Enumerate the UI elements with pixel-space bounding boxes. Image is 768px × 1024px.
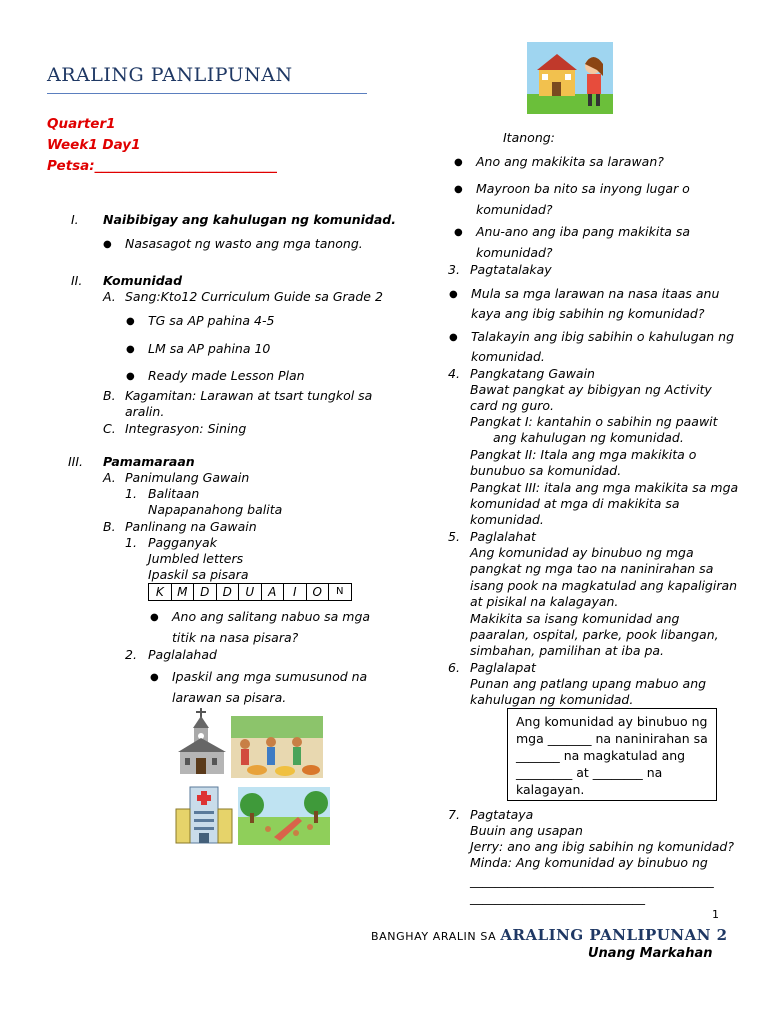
- answer-blank: ____________________________: [470, 890, 645, 905]
- discussion-bullet: ● Mula sa mga larawan na nasa itaas anu: [471, 286, 719, 302]
- discussion-line: kaya ang ibig sabihin ng komunidad?: [471, 306, 705, 321]
- step-number: 7.: [448, 807, 460, 822]
- letter-cell: A: [262, 584, 285, 600]
- question-line: titik na nasa pisara?: [172, 630, 299, 645]
- item-letter: B.: [103, 519, 116, 534]
- step-number: 5.: [448, 529, 460, 544]
- procedure-item: Ipaskil sa pisara: [148, 567, 249, 582]
- footer-subject: [371, 926, 728, 944]
- box-line: Ang komunidad ay binubuo ng: [516, 714, 708, 729]
- title-underline: [47, 93, 367, 94]
- letter-cell: U: [239, 584, 262, 600]
- ask-line: komunidad?: [476, 202, 553, 217]
- page-number: 1: [712, 908, 719, 921]
- instruction-line: larawan sa pisara.: [172, 690, 287, 705]
- step-title: Pangkatang Gawain: [470, 366, 595, 381]
- objective-bullet: ● Nasasagot ng wasto ang mga tanong.: [125, 236, 363, 252]
- item-letter: A.: [103, 470, 116, 485]
- box-line: _________ at ________ na: [516, 765, 663, 780]
- step-line: Pangkat II: Itala ang mga makikita o: [470, 447, 697, 462]
- box-line: _______ na magkatulad ang: [516, 748, 686, 763]
- document-title: ARALING PANLIPUNAN: [47, 64, 293, 86]
- step-title: Pagtataya: [470, 807, 534, 822]
- date-label: Petsa:___________________________: [47, 158, 277, 174]
- step-line: komunidad.: [470, 512, 544, 527]
- item-number: 1.: [125, 486, 137, 501]
- procedure-item: Pagganyak: [148, 535, 217, 550]
- step-line: komunidad at mga di makikita sa: [470, 496, 680, 511]
- reference-line: Sang:Kto12 Curriculum Guide sa Grade 2: [125, 289, 383, 304]
- item-number: 2.: [125, 647, 137, 662]
- section-number: II.: [71, 273, 83, 288]
- letter-cell: N: [336, 586, 344, 597]
- ask-bullet: ● Mayroon ba nito sa inyong lugar o: [476, 181, 690, 197]
- procedure-item: Paglalahad: [148, 647, 217, 662]
- ask-label: Itanong:: [503, 130, 555, 145]
- step-line: Pangkat III: itala ang mga makikita sa mga: [470, 480, 739, 495]
- step-title: Pagtatalakay: [470, 262, 552, 277]
- step-line: card ng guro.: [470, 398, 555, 413]
- procedure-item: Napapanahong balita: [148, 502, 283, 517]
- step-number: 3.: [448, 262, 460, 277]
- school-illustration: [527, 42, 613, 114]
- discussion-line: komunidad.: [471, 349, 545, 364]
- instruction-bullet: ● Ipaskil ang mga sumusunod na: [172, 669, 367, 685]
- letter-cell: I: [284, 584, 307, 600]
- reference-bullet: ● LM sa AP pahina 10: [148, 341, 270, 357]
- materials-line: Kagamitan: Larawan at tsart tungkol sa: [125, 388, 373, 403]
- procedure-item: Panimulang Gawain: [125, 470, 250, 485]
- reference-bullet: ● Ready made Lesson Plan: [148, 368, 305, 384]
- letter-cell: K: [149, 584, 172, 600]
- ask-bullet: ● Ano ang makikita sa larawan?: [476, 154, 664, 170]
- step-title: Paglalapat: [470, 660, 536, 675]
- park-image: [238, 787, 330, 845]
- item-letter: A.: [103, 289, 116, 304]
- item-letter: B.: [103, 388, 116, 403]
- box-line: kalagayan.: [516, 782, 585, 797]
- step-line: Bawat pangkat ay bibigyan ng Activity: [470, 382, 712, 397]
- objective-title: Naibibigay ang kahulugan ng komunidad.: [103, 212, 396, 227]
- week-day-label: Week1 Day1: [47, 137, 141, 153]
- procedure-title: Pamamaraan: [103, 454, 195, 469]
- letter-cell: D: [217, 584, 240, 600]
- discussion-bullet: ● Talakayin ang ibig sabihin o kahulugan ng: [471, 329, 734, 345]
- reference-bullet: ● TG sa AP pahina 4-5: [148, 313, 274, 329]
- question-bullet: ● Ano ang salitang nabuo sa mga: [172, 609, 370, 625]
- step-line: at pisikal na kalagayan.: [470, 594, 619, 609]
- item-number: 1.: [125, 535, 137, 550]
- footer-prefix: BANGHAY ARALIN SA: [371, 930, 497, 943]
- hospital-image: [174, 783, 234, 845]
- step-line: Buuin ang usapan: [470, 823, 583, 838]
- procedure-item: Balitaan: [148, 486, 200, 501]
- item-letter: C.: [103, 421, 116, 436]
- step-line: Ang komunidad ay binubuo ng mga: [470, 545, 694, 560]
- step-line: Minda: Ang komunidad ay binubuo ng: [470, 855, 708, 870]
- market-image: [231, 716, 323, 778]
- step-line: kahulugan ng komunidad.: [470, 692, 634, 707]
- step-line: isang pook na magkatulad ang kapaligiran: [470, 578, 738, 593]
- footer-subject-name: ARALING PANLIPUNAN 2: [500, 926, 728, 944]
- letter-cell: D: [194, 584, 217, 600]
- step-title: Paglalahat: [470, 529, 536, 544]
- procedure-item: Panlinang na Gawain: [125, 519, 257, 534]
- church-image: [176, 708, 230, 776]
- materials-line: aralin.: [125, 404, 165, 419]
- footer-term: Unang Markahan: [588, 946, 713, 961]
- ask-line: komunidad?: [476, 245, 553, 260]
- step-number: 4.: [448, 366, 460, 381]
- section-number: I.: [71, 212, 79, 227]
- box-line: mga _______ na naninirahan sa: [516, 731, 708, 746]
- step-line: ang kahulugan ng komunidad.: [493, 430, 684, 445]
- step-line: paaralan, ospital, parke, pook libangan,: [470, 627, 719, 642]
- quarter-label: Quarter1: [47, 116, 116, 132]
- step-line: pangkat ng mga tao na naninirahan sa: [470, 561, 714, 576]
- step-line: Jerry: ano ang ibig sabihin ng komunidad?: [470, 839, 734, 854]
- step-line: Punan ang patlang upang mabuo ang: [470, 676, 707, 691]
- content-title: Komunidad: [103, 273, 183, 288]
- step-line: bunubuo sa komunidad.: [470, 463, 622, 478]
- step-line: simbahan, pamilihan at iba pa.: [470, 643, 665, 658]
- fill-in-box: [507, 708, 717, 801]
- jumbled-letters-table: [148, 583, 352, 601]
- letter-cell: O: [307, 584, 330, 600]
- section-number: III.: [68, 454, 84, 469]
- answer-blank: _______________________________________: [470, 873, 714, 888]
- step-line: Pangkat I: kantahin o sabihin ng paawit: [470, 414, 718, 429]
- step-line: Makikita sa isang komunidad ang: [470, 611, 680, 626]
- step-number: 6.: [448, 660, 460, 675]
- letter-cell: M: [172, 584, 195, 600]
- procedure-item: Jumbled letters: [148, 551, 244, 566]
- integration-line: Integrasyon: Sining: [125, 421, 247, 436]
- ask-bullet: ● Anu-ano ang iba pang makikita sa: [476, 224, 690, 240]
